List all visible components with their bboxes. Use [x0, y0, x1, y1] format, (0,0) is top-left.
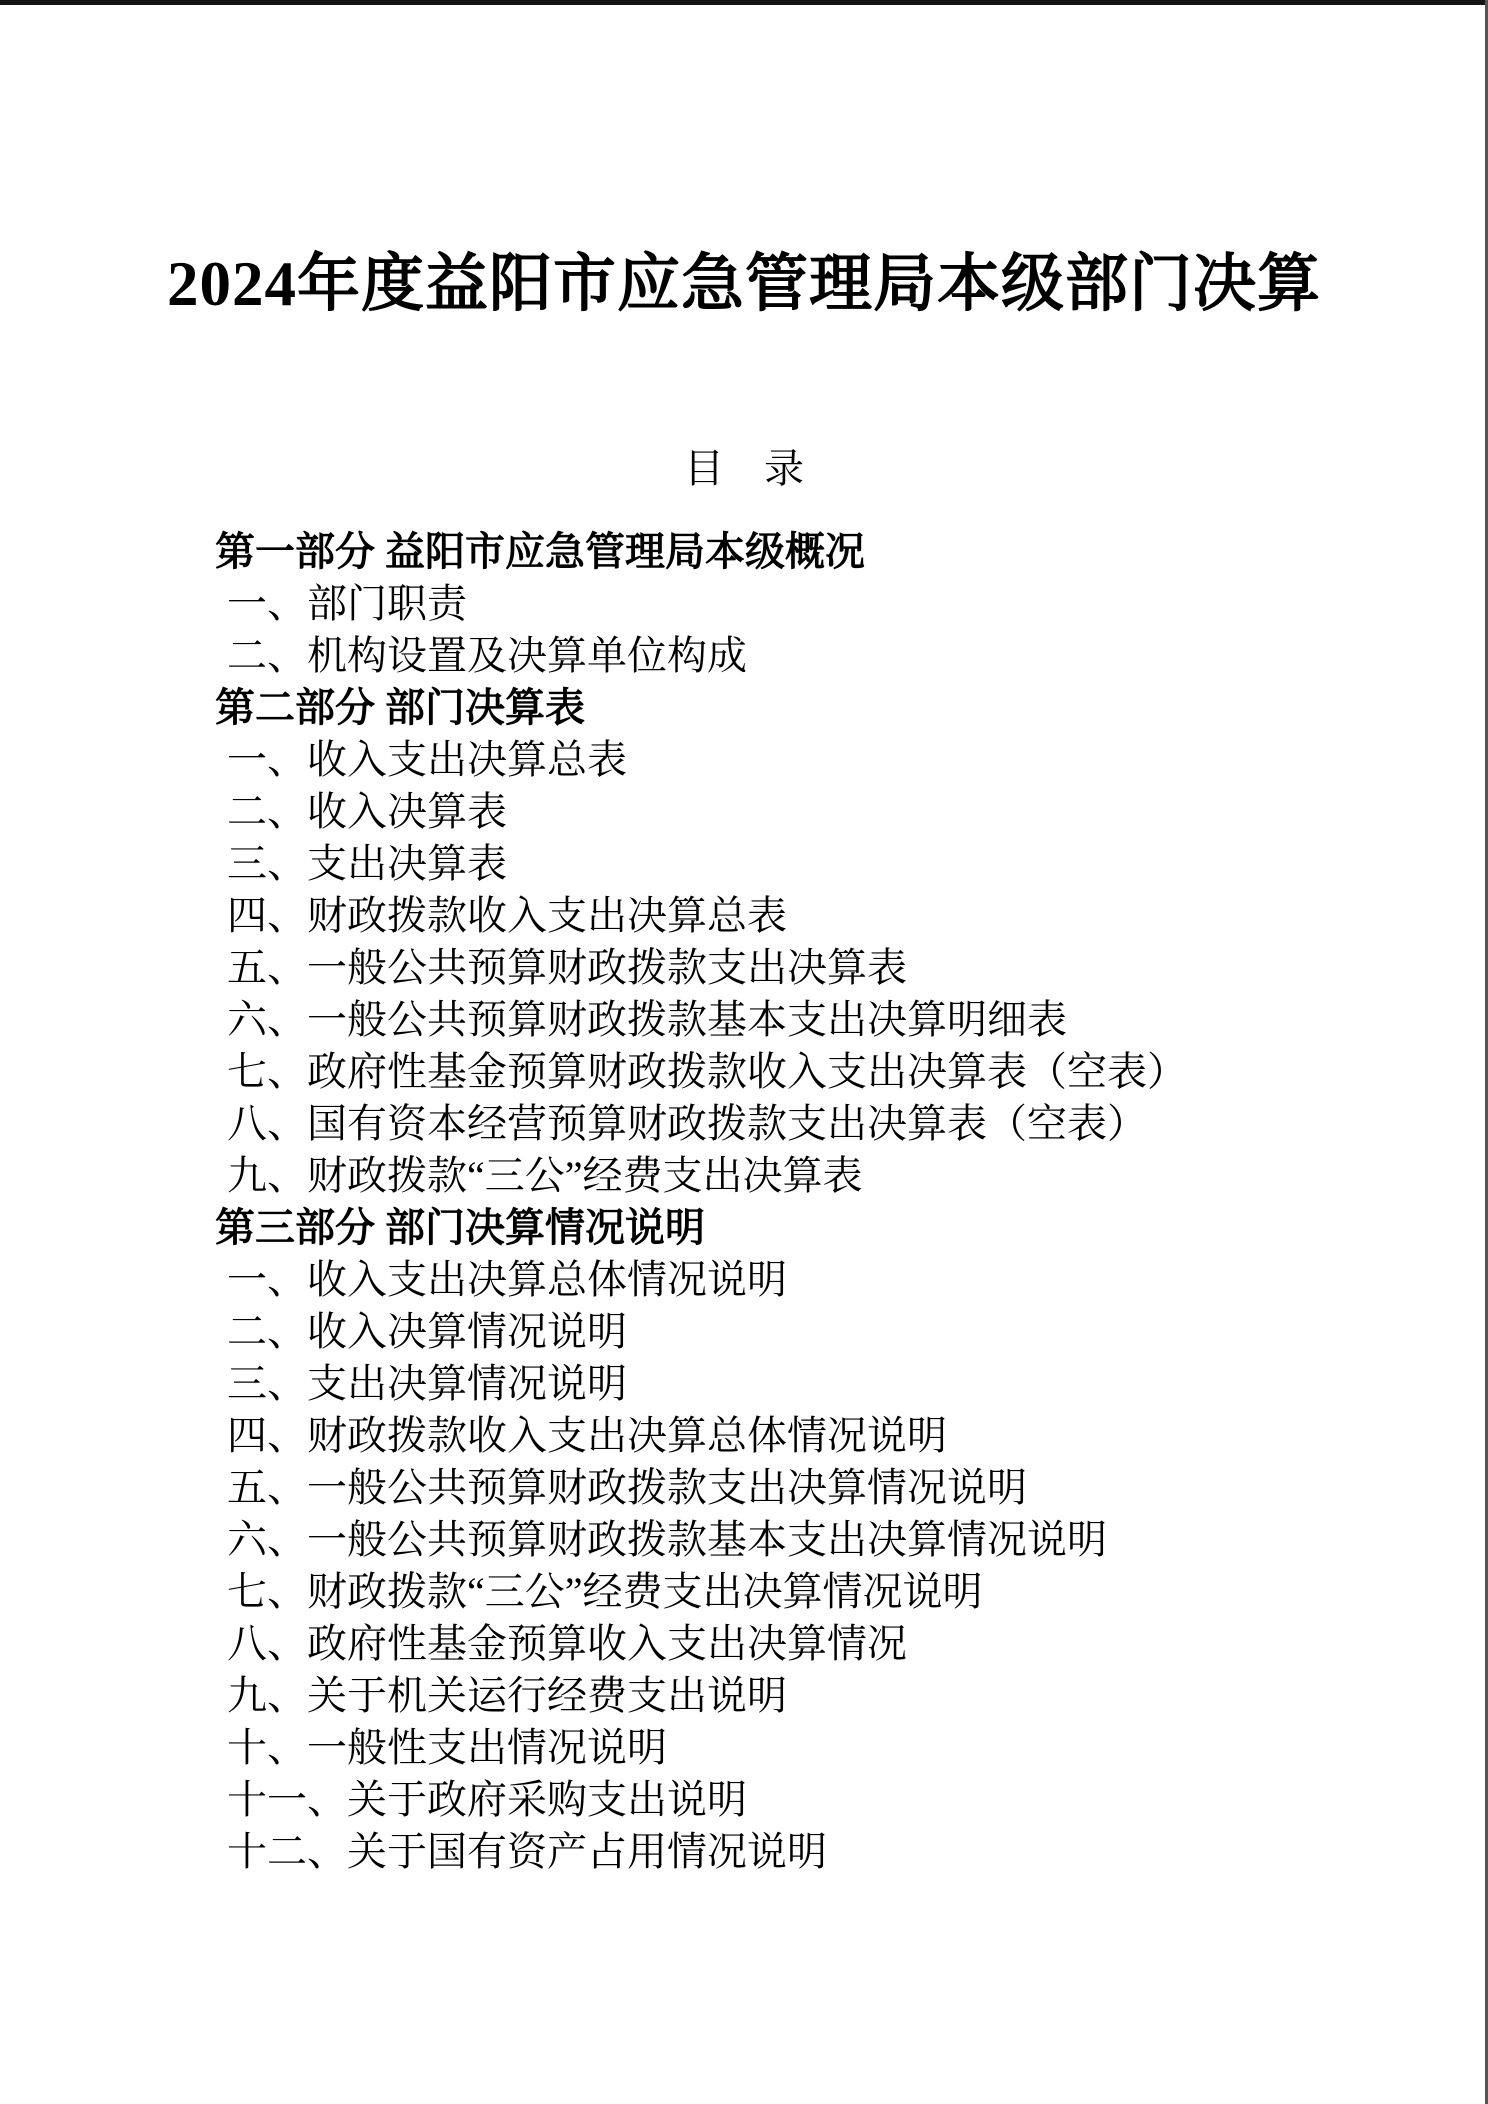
toc-list: [215, 526, 1415, 1878]
toc-item: 九、关于机关运行经费支出说明: [227, 1673, 787, 1718]
toc-item: 八、国有资本经营预算财政拨款支出决算表（空表）: [227, 1101, 1147, 1146]
toc-section-heading: 第三部分 部门决算情况说明: [215, 1205, 705, 1250]
toc-item: 一、收入支出决算总体情况说明: [227, 1257, 787, 1302]
toc-item: 五、一般公共预算财政拨款支出决算表: [227, 945, 907, 990]
toc-item: 四、财政拨款收入支出决算总体情况说明: [227, 1413, 947, 1458]
toc-item: 五、一般公共预算财政拨款支出决算情况说明: [227, 1465, 1027, 1510]
toc-item: 四、财政拨款收入支出决算总表: [227, 893, 787, 938]
toc-item: 三、支出决算情况说明: [227, 1361, 627, 1406]
toc-item: 二、收入决算表: [227, 789, 507, 834]
toc-item: 一、部门职责: [227, 581, 467, 626]
toc-item: 九、财政拨款“三公”经费支出决算表: [227, 1153, 863, 1198]
toc-item: 六、一般公共预算财政拨款基本支出决算情况说明: [227, 1517, 1107, 1562]
page-top-border: [0, 0, 1488, 5]
toc-item: 二、机构设置及决算单位构成: [227, 633, 747, 678]
toc-section-heading: 第一部分 益阳市应急管理局本级概况: [215, 529, 865, 574]
document-title: 2024年度益阳市应急管理局本级部门决算: [167, 249, 1321, 319]
toc-item: 十、一般性支出情况说明: [227, 1725, 667, 1770]
toc-item: 十一、关于政府采购支出说明: [227, 1777, 747, 1822]
toc-item: 一、收入支出决算总表: [227, 737, 627, 782]
toc-item: 七、财政拨款“三公”经费支出决算情况说明: [227, 1569, 983, 1614]
toc-item: 八、政府性基金预算收入支出决算情况: [227, 1621, 907, 1666]
toc-section-heading: 第二部分 部门决算表: [215, 685, 585, 730]
toc-item: 二、收入决算情况说明: [227, 1309, 627, 1354]
toc-item: 七、政府性基金预算财政拨款收入支出决算表（空表）: [227, 1049, 1187, 1094]
toc-item: 十二、关于国有资产占用情况说明: [227, 1829, 827, 1874]
toc-item: 三、支出决算表: [227, 841, 507, 886]
toc-item: 六、一般公共预算财政拨款基本支出决算明细表: [227, 997, 1067, 1042]
toc-heading: 目 录: [684, 446, 804, 491]
